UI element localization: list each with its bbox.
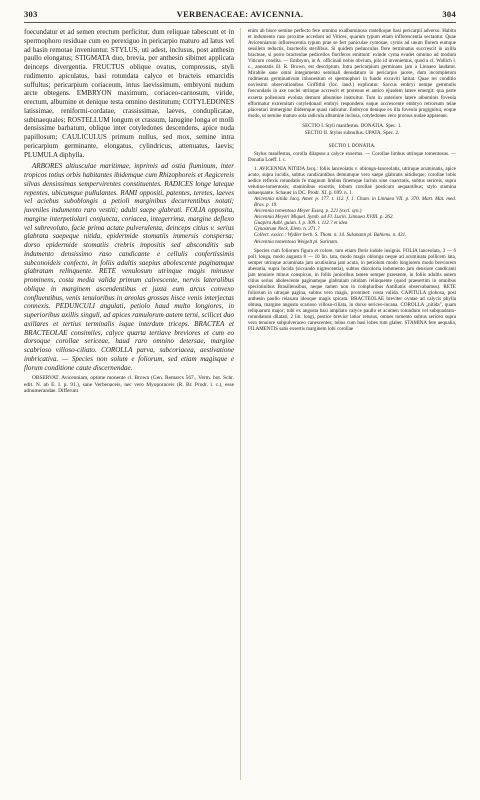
section-key-line-1: SECTIO I. Styli manifestus. DONATIA. Spec. 1. [302,122,402,129]
species-description: Species cum foliorum figura et colore, tum etiam floris indole insignis. FOLIA lanceolata, 3 — 6 poll. longa, modo angusta 8 — 10 lin. lata, modo magis oblonga neque ad acuminata pollicem lata, semper utrinque acuminata jam acutissima jam acuta, in petiolum modo longiorem modo breviorem abeuntia, supra lucida (siccando nigrescentia), subtus discoloria indumento jam densiore candicanti jam tenuiore minus conspicuo, in foliis junioribus tamen semper praesente, in foliis adultis autem citius serius abolescente paginamque glabratam nitidam relinquente (quod praesertim in omnibus speciminibus Brasiliensibus, neque tamen non in compluribus Antillanis observabamus). RETE foliorum in utraque pagina, subtus vero magis, prominet: costa valida. CAPITULA globosa, post anthesin paullo relaxata ideoque magis spicata. BRACTEOLAE breviter ovatae ad calycis phylla obtusa, margine angusto scarioso villoso-ciliata, in dorso sericeo-incana. COROLLA „nitida", quam reliquarum major; tubi ex angusta basi ampliato calyce paullo et acumen rotundum vel subquadrato-rotundatum dilatati, 2 lin. longi, postice brevior latior retusus, omnes tomento subtus sericeo supra vero tenuiore subpulveraceo canescentes; tubus cum basi lobes rum glaber. STAMINA fere aequalia, FILAMENTIS satis exsertis marginem lobi corollae [248,247,456,333]
synonym-list [248,196,456,244]
species-heading: 1. AVICENNIA NITIDA Jacq.: foliis lanceolatis v. oblongo-lanceolatis, utrinque acuminatis, apice acuto, supra lucidis, subtus candicantibus demumque vero saepe glabratis nitidisque; corollae lobis aedice reflexis rotundatis fe magnum limbus finemque lacinis sine coarctatis, subtus sericeis, supra velutino-tomentosis; staminibus exsertis, lobum corollae posticum aequantibus; stylo stamina subaequante. Schauer in DC. Prodr. XI. p. 699. n. 1. [248,165,456,197]
header-rule [24,22,456,23]
genus-habit-paragraph: ARBORES altiusculae maritimae, inprimis ad ostia fluminum, inter tropicos totius orbis habitantes ibidemque cum Rhizophoreis et Aegicereis silvas densissimas sempervirentes constituentes. RADICES longe lateque repentes, ubicumque pullulantes. RAMI oppositi, patentes, teretes, laeves vel aciebus suboblongis a petioli marginibus decurrentibus notati; juveniles indumento raro vestiti; adulti saepe glabrati. FOLIA opposita, margine interpetiolari conjuncta, coriacea, integerrima, margine deflexo vel subrevoluto, facie prima actate pulverulenta, deinceps citius v. serius glabrata saepeque nitida, epidermide stomatiis immersis conspersa; dorso epidermide stomatiis crebris impositis sed absconditis sub indumento densissimo raso candicante e cellulis confertissimis subconoideis confecto, in foliis adultis saepius abolescente paginamque glabratam relinquente. RETE venulosum utrinque magis minusve prominens, costa media valida primum calvescente, nervis lateralibus oblique in marginem ascendentibus et juxta eum arcus convexo confluentibus, venis tenuioribus in areolas grossas hisce venis interjectas connexis. PEDUNCULI angulati, petiolo haud multo longiores, in superioribus axillis singuli, ad apices ramulorum autem terni, scilicet duo axillares et tertius terminalis isque interdum triceps. BRACTEA et BRACTEOLAE consimiles, calyce quarta tertiave breviores et cum eo dorsoque corollae sericeae, haud raro omnino detersae, margine scabrioso villoso-ciliato. COROLLA parva, subcoriacea, aestivatione imbricativa. — Species non solum e foliorum, sed etiam magisque e florum conditione caute discernendae. [24,162,234,372]
section-key-line-2: SECTIO II. Stylus subnullus. UPATA. Spec. 2. [304,129,400,136]
column-divider [240,28,241,780]
section-heading: SECTIO I. DONATIA. [328,142,376,149]
page-number-left: 303 [24,9,38,19]
continuation-paragraph: enim ab hisce semine perfecto fere omnino exalbuminoso rostelloque basi pericarpii adverso. Habitu et indumento raso proxime accedunt ad Vitices, quarum typum etiam inflorescentia sectantur. Quae Avicenniarum inflorescentia typum prae se fert paniculae cymosae, cymis ad unum florem eumque sessilem reductis, bracteolis sterilibus. Si quidem pedunculus flore terminatus succrescit in axilla bracteae, si porro bracteolae pedicellos floriferos emittunt: exinde cyma evadet omnino ad modum Viticum condita. — Embryon, in A. officinali nobis obvium, pilo id inveniemus, quod a cl. Wallich l. c., annotatis ill. R. Brown, est descriptum. Intra pericarpium germinans jam a Linnaeo laudatur. Mirabile sane omni integumento seminali denudatum in pericarpio jacere, dum incompletum rudimenta germinativum inhonestum et spermophori in fundo excaviti latitat. Quae rei conditio novissimi observationibus Griffithii (loc. laud.) explicatur. Saccus embryi nempe gemmulis foecundatis in axe nuclei utrinque accrescit et protenus et antico ejusdem latere emergit: qua parte exserta pollenium evoluta demum albumine instruitur. Tum in anteriore latere albuminis foveola efformatur extremitati cotyledonari embryi respondens eaque accrescente embryo retrorsum telae placentari immergitur ibidemque quasi radicatur. Embryon denique ex illa foveola progignitur, eoque modo, ut semine maturo sola radicula albumine inclusa, cotyledones vero prorsus nudae appareant. [248,28,456,119]
description-paragraph: foecundatur et ad semen erectum perficitur, dum reliquae tabescunt et in spermophoro residuae cum eo perexiguo in pericarpio maturo ad latus vel ad basin remotae inveniuntur. STYLUS, uti adest, inclusus, post anthesin paullo elongatus; STIGMATA duo, brevia, per anthesin sibimet applicata deinceps divergentia. FRUCTUS oblique ovatus, compressus, styli rudimento apiculatus, basi rotundata calyce et bracteis emarcidis suffultus; pericarpium coriaceum, intus laevissimum, embryoni nudum arcte obtegens. EMBRYON maximum, coriaceo-carnosum, viride, erectum, albumine et denique testa omnino destitutum; COTYLEDONES latissimae, reniformi-cordatae, crassissimae, laeves, conduplicatae, subinaequales; ROSTELLUM longum et crassum, lanugine longa et molli densissime barbatum, oblique inter cotyledones descendens, apice nuda papillosum; CAULICULUS primum nullus, sed mox, semine intra pericarpium germinante, elongatus, cylindricus, attenuatus, laevis; PLUMULA diphylla. [24,28,234,159]
synonym-entry: Avicennia Meyeri Miquel. Symb. ad Fl. Lucin. Linnaea XVIII. p. 262. [254,214,394,221]
synonym-entry: Avicennia tomentosa Meyer Esseq. p. 221 (excl. syn.) [254,208,362,215]
synonym-entry: Avicennia nitida Jacq. Amer. p. 177. t. 112. f. 1. Cham. in Linnaea VII. p. 370. Mart. Mat. med. Bras. p. 19. [254,196,456,209]
observation-note: OBSERVAT. Avicenniam, optime monente cl. Brown (Gen. Remarcs 567., Verm. bot. Schr. edit. N. ab E. I. p. 91.), sane Verbenaceis, nec vero Myoporaceis (R. Br. Prodr. l. c.), esse adnumerandae. Differunt [24,375,234,395]
synonym-entry: Avicennia tomentosa Weigelt pl. Surinam. [254,238,339,245]
left-column [24,28,234,782]
section-description: Stylus manifestus, corolla dilapsus a calyce exsertus. — Corollae limbus utrinque tomentosus. — Donatia Loeff. l. c. [248,150,456,163]
running-title: VERBENACEAE: AVICENNIA. [176,9,304,19]
synonym-entry: Gynastrum Neck. Elem. n. 371.? [254,226,320,233]
synonym-entry: Guapira Aubl. guian. I. p. 309. t. 112.? et idea [254,220,348,227]
synonym-entry: Collect. exsicc.: Wydler herb. S. Thom. n. 14. Sulsmann pl. Bahiens. n. 431. [254,232,407,239]
page-number-right: 304 [442,9,456,19]
page-header [24,9,456,20]
right-column [248,28,456,782]
